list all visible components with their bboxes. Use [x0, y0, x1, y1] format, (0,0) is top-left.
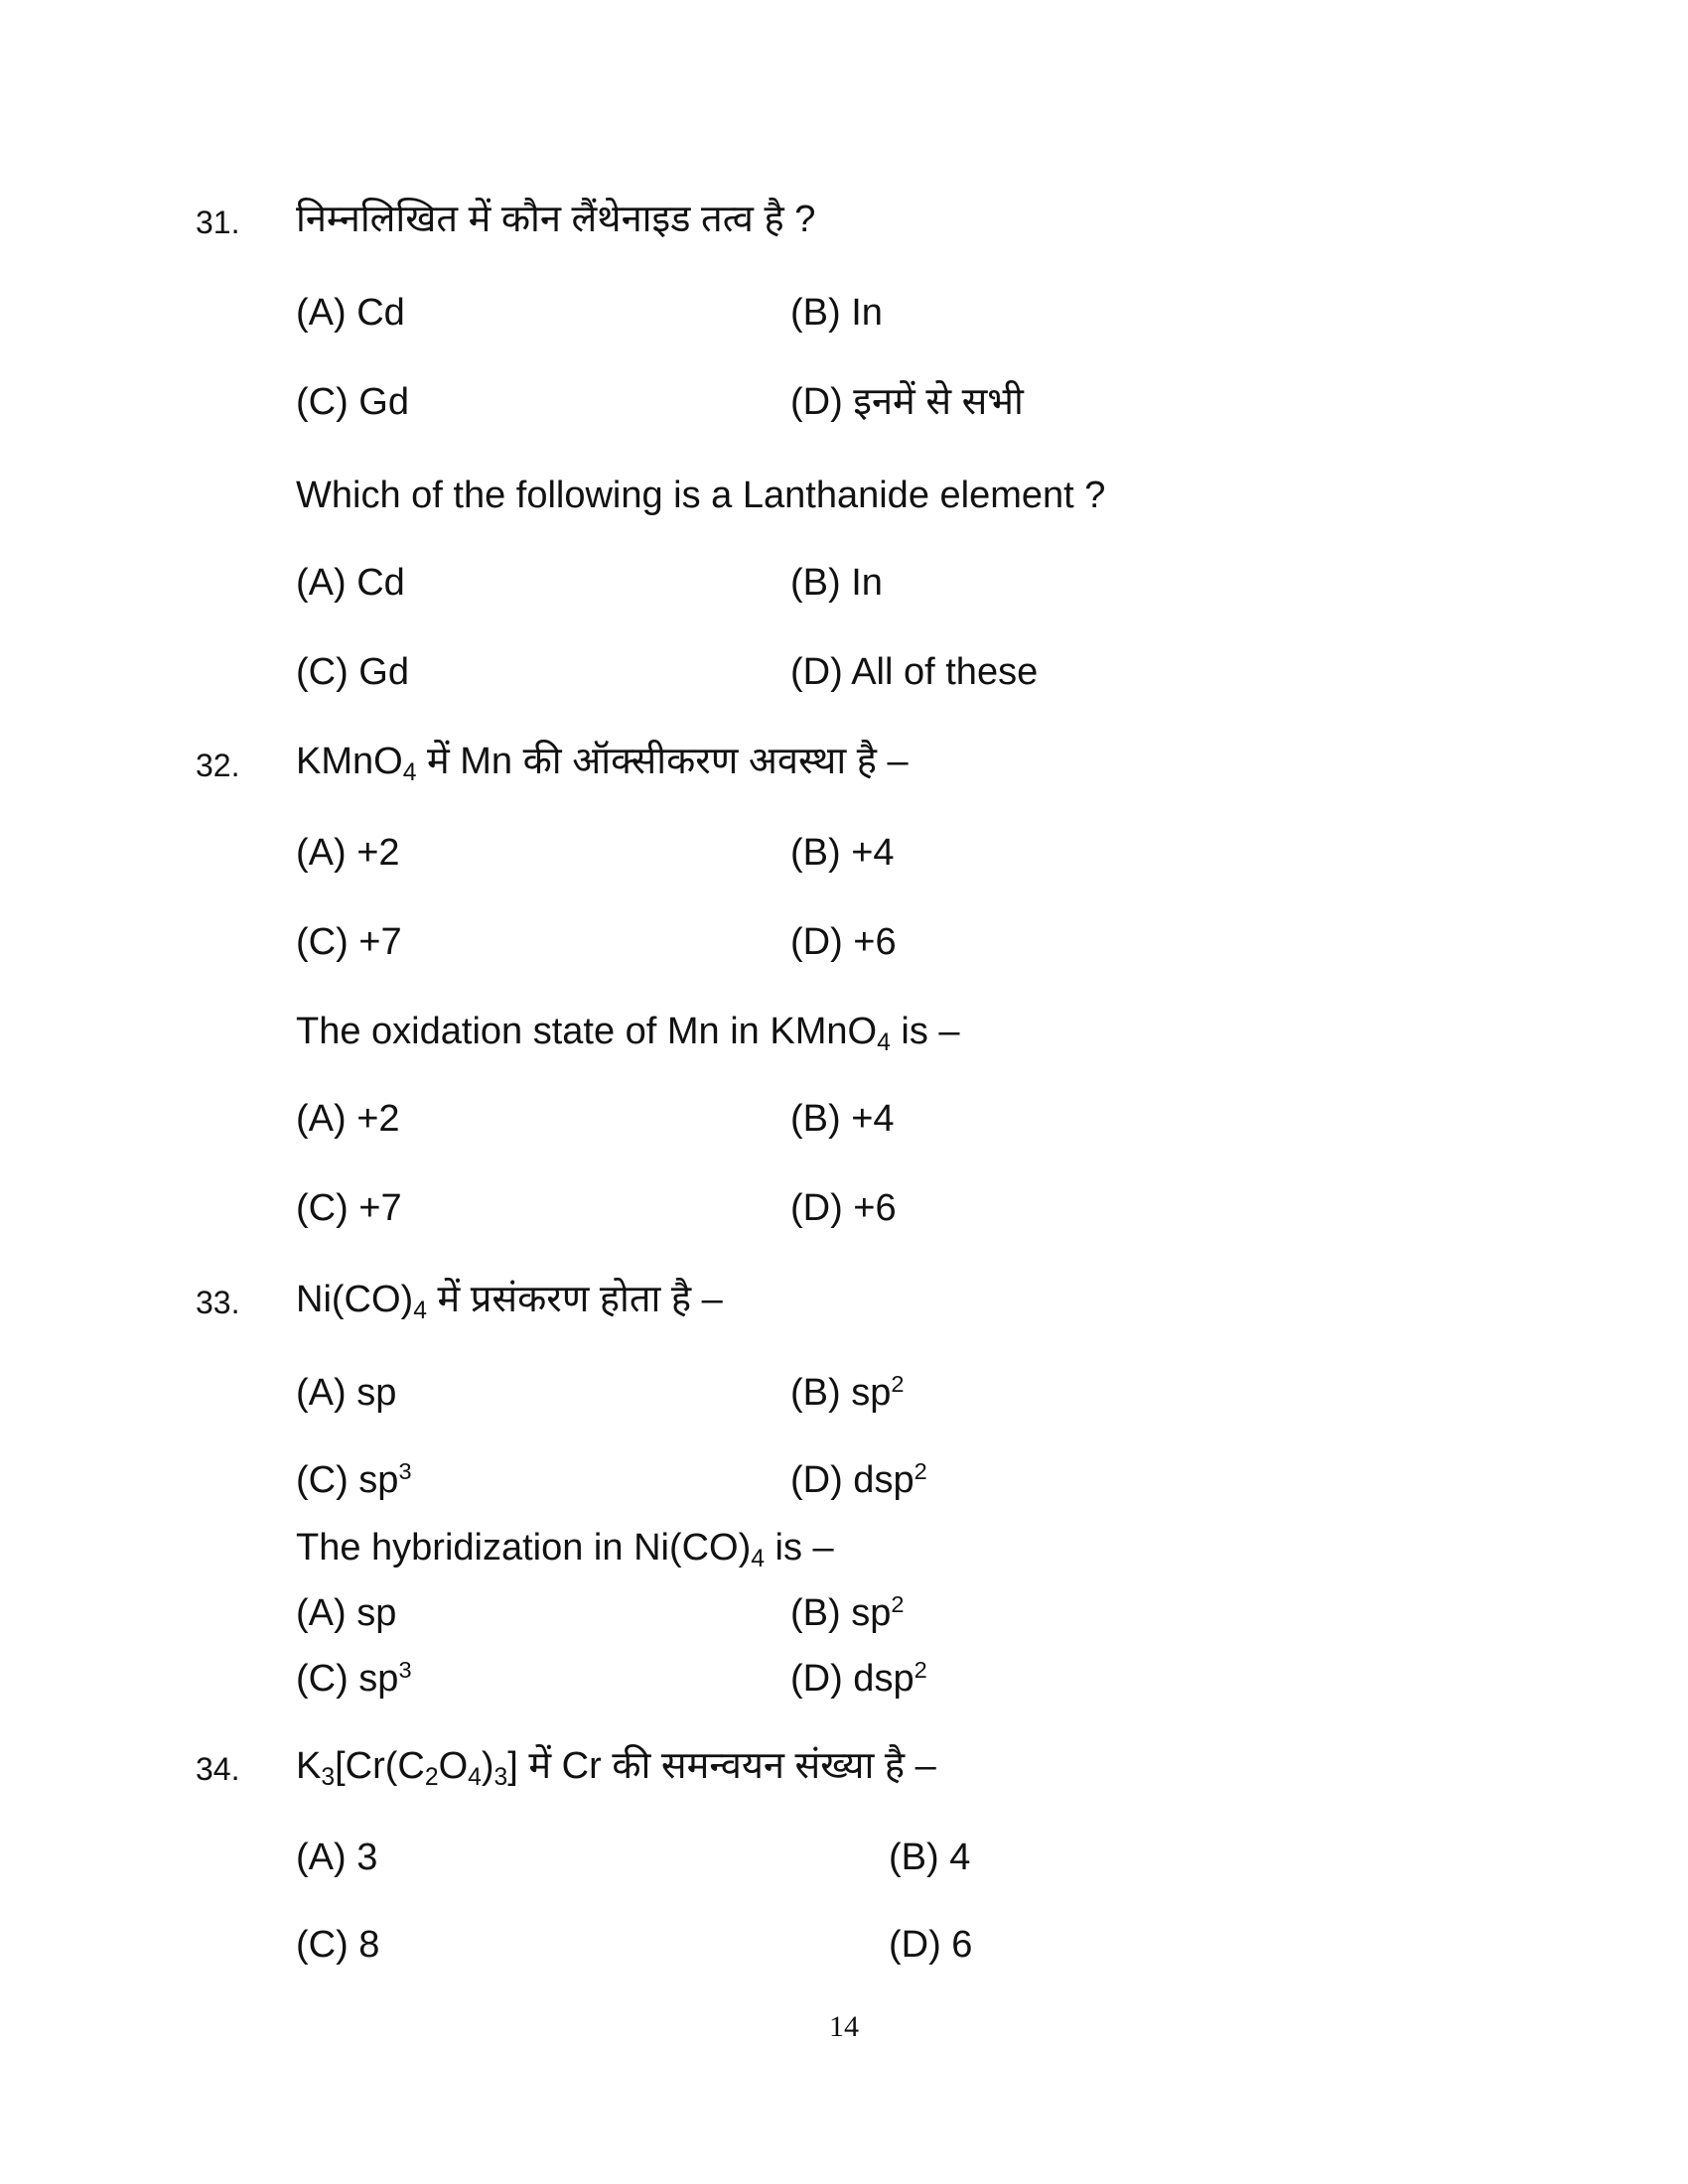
question-33-number: 33.	[196, 1285, 240, 1320]
q33-en-option-d: (D) dsp$^2$	[790, 1657, 927, 1700]
q34-option-c: (C) 8	[296, 1924, 380, 1966]
q32-hi-option-b: (B) +4	[790, 832, 895, 874]
q32-en-option-d: (D) +6	[790, 1187, 897, 1229]
q34-option-a: (A) 3	[296, 1837, 378, 1878]
q32-hi-option-d: (D) +6	[790, 921, 897, 963]
question-31-number: 31.	[196, 205, 240, 240]
q32-hi-option-c: (C) +7	[296, 921, 402, 963]
q32-en-option-b: (B) +4	[790, 1098, 895, 1140]
page-number: 14	[829, 2010, 859, 2043]
q33-hi-option-b: (B) $sp^2$	[790, 1371, 905, 1414]
q31-en-option-d: (D) All of these	[790, 651, 1039, 693]
q31-hi-option-b: (B) In	[790, 292, 883, 334]
q31-hi-option-d: (D) इनमें से सभी	[790, 381, 1024, 423]
q33-en-option-c: (C) $sp^3$	[296, 1657, 412, 1700]
q33-hi-option-c: (C) $sp^3$	[296, 1458, 412, 1501]
q31-hi-option-a: (A) Cd	[296, 292, 405, 334]
q32-en-option-c: (C) +7	[296, 1187, 402, 1229]
q31-en-option-b: (B) In	[790, 562, 883, 604]
q31-en-option-c: (C) Gd	[296, 651, 409, 693]
question-32-english: The oxidation state of Mn in KMnO$_4$ is –	[296, 1011, 960, 1056]
q33-hi-option-a: (A) sp	[296, 1372, 397, 1414]
q34-option-d: (D) 6	[889, 1924, 973, 1966]
q33-en-option-b: (B) $sp^2$	[790, 1591, 905, 1634]
question-34-number: 34.	[196, 1751, 240, 1787]
q33-en-option-a: (A) sp	[296, 1592, 397, 1634]
q33-hi-option-d: (D) dsp$^2$	[790, 1458, 927, 1501]
question-34-hindi: $K_3[Cr(C_2O_4)_3]$ में Cr की समन्वयन संख्या है –	[296, 1745, 936, 1791]
q32-en-option-a: (A) +2	[296, 1098, 400, 1140]
question-33-english: The hybridization in $Ni(CO)_4$ is –	[296, 1527, 834, 1572]
question-33-hindi: $Ni(CO)_4$ में प्रसंकरण होता है –	[296, 1279, 723, 1324]
q34-option-b: (B) 4	[889, 1837, 971, 1878]
q31-hi-option-c: (C) Gd	[296, 381, 409, 423]
q31-en-option-a: (A) Cd	[296, 562, 405, 604]
question-31-hindi: निम्नलिखित में कौन लैंथेनाइड तत्व है ?	[296, 199, 816, 240]
q32-hi-option-a: (A) +2	[296, 832, 400, 874]
question-32-hindi: KMnO$_4$ में Mn की ऑक्सीकरण अवस्था है –	[296, 741, 909, 786]
question-31-english: Which of the following is a Lanthanide element ?	[296, 475, 1106, 516]
question-32-number: 32.	[196, 748, 240, 783]
